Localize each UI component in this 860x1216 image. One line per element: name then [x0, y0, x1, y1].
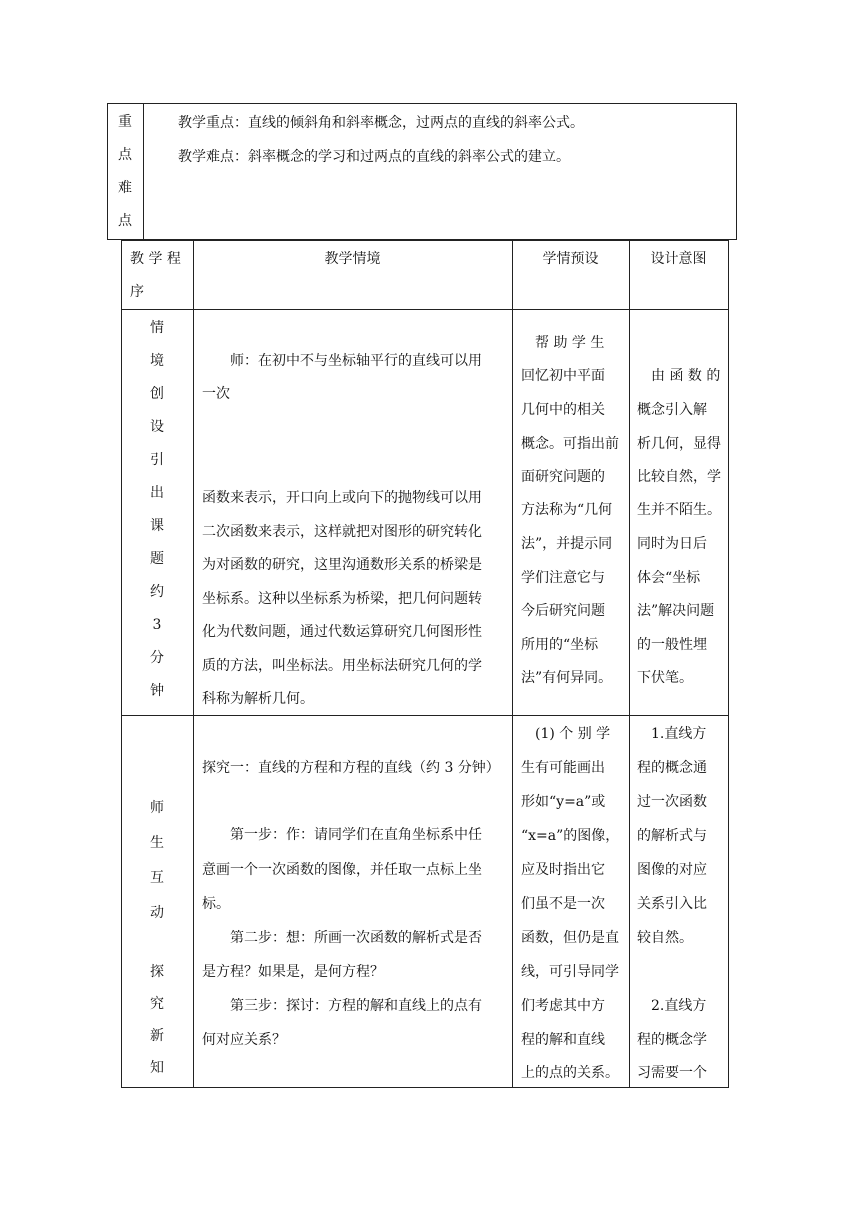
stage-char: 钟	[150, 683, 164, 699]
side-char: 难	[118, 180, 132, 196]
preset-line: 学们注意它与	[521, 570, 605, 586]
preset-line: 们考虑其中方	[521, 998, 605, 1014]
stage-char: 题	[150, 551, 164, 567]
intent-line: 图像的对应	[637, 862, 707, 878]
header-preset: 学情预设	[542, 251, 599, 267]
preset-line: 法”有何异同。	[521, 670, 613, 686]
preset-line: 函数，但仍是直	[521, 930, 619, 946]
stage-char: 课	[150, 518, 164, 534]
header-program-line2: 序	[130, 284, 144, 300]
intent-line: 法”解决问题	[637, 603, 715, 619]
content-line: 一次	[202, 386, 230, 402]
preset-line: 所用的“坐标	[521, 637, 599, 653]
stage-char: 互	[150, 870, 164, 886]
intent-line: 生并不陌生。	[637, 502, 721, 518]
preset-line: 面研究问题的	[521, 469, 605, 485]
intent-line: 关系引入比	[637, 896, 707, 912]
stage-char: 生	[150, 835, 164, 851]
preset-line: 几何中的相关	[521, 402, 605, 418]
side-char: 点	[118, 213, 132, 229]
stage-char: 出	[150, 485, 164, 501]
difficulty-text: 教学难点：斜率概念的学习和过两点的直线的斜率公式的建立。	[178, 149, 570, 165]
row2-stage-bottom	[141, 962, 173, 1090]
stage-char: 探	[150, 964, 164, 980]
intent-line: 程的概念通	[637, 760, 707, 776]
intent-line: 程的概念学	[637, 1032, 707, 1048]
side-char: 点	[118, 147, 132, 163]
stage-char: 动	[150, 905, 164, 921]
preset-line: 上的点的关系。	[521, 1065, 619, 1081]
preset-line: 概念。可指出前	[521, 436, 619, 452]
intent-line: 习需要一个	[637, 1065, 707, 1081]
preset-line: 应及时指出它	[521, 862, 605, 878]
row2-stage-top	[141, 798, 173, 938]
intent-line: 过一次函数	[637, 794, 707, 810]
content-line: 为对函数的研究，这里沟通数形关系的桥梁是	[202, 557, 482, 573]
intent-line: 体会“坐标	[637, 570, 701, 586]
preset-line: (1) 个 别 学	[521, 726, 611, 742]
content-line: 意画一个一次函数的图像，并任取一点标上坐	[202, 862, 482, 878]
stage-char: 引	[150, 452, 164, 468]
content-line: 第二步：想：所画一次函数的解析式是否	[202, 930, 482, 946]
content-line: 是方程？如果是，是何方程？	[202, 964, 384, 980]
intent-line: 比较自然，学	[637, 469, 721, 485]
stage-char: 新	[150, 1028, 164, 1044]
preset-line: 帮 助 学 生	[521, 335, 605, 351]
content-line: 质的方法，叫坐标法。用坐标法研究几何的学	[202, 658, 482, 674]
preset-line: 回忆初中平面	[521, 368, 605, 384]
preset-line: 生有可能画出	[521, 760, 605, 776]
content-line: 探究一：直线的方程和方程的直线（约 3 分钟）	[202, 760, 500, 776]
header-intent: 设计意图	[650, 251, 707, 267]
intent-line: 的一般性埋	[637, 637, 707, 653]
intent-line: 的解析式与	[637, 828, 707, 844]
stage-char: 设	[150, 419, 164, 435]
intent-line: 1.直线方	[637, 726, 707, 742]
row1-stage	[141, 318, 173, 714]
stage-char: 究	[150, 996, 164, 1012]
preset-line: 今后研究问题	[521, 603, 605, 619]
stage-char: 创	[150, 386, 164, 402]
header-program-line1: 教 学 程	[130, 251, 181, 267]
preset-line: “x=a”的图像，	[521, 828, 620, 844]
intent-line: 同时为日后	[637, 536, 707, 552]
stage-char: 3	[152, 617, 162, 633]
stage-char: 约	[150, 584, 164, 600]
content-line: 师：在初中不与坐标轴平行的直线可以用	[202, 353, 482, 369]
content-line: 化为代数问题，通过代数运算研究几何图形性	[202, 624, 482, 640]
content-line: 第三步：探讨：方程的解和直线上的点有	[202, 998, 482, 1014]
preset-line: 程的解和直线	[521, 1032, 605, 1048]
stage-char: 师	[150, 800, 164, 816]
preset-line: 们虽不是一次	[521, 896, 605, 912]
preset-line: 法”，并提示同	[521, 536, 613, 552]
preset-line: 方法称为“几何	[521, 502, 613, 518]
content-line: 二次函数来表示，这样就把对图形的研究转化	[202, 524, 482, 540]
stage-char: 知	[150, 1060, 164, 1076]
intent-line: 概念引入解	[637, 402, 707, 418]
content-line: 第一步：作：请同学们在直角坐标系中任	[202, 827, 482, 843]
content-line: 何对应关系？	[202, 1032, 286, 1048]
content-line: 函数来表示，开口向上或向下的抛物线可以用	[202, 490, 482, 506]
content-line: 标。	[202, 896, 230, 912]
content-line: 科称为解析几何。	[202, 691, 314, 707]
stage-char: 分	[150, 650, 164, 666]
stage-char: 境	[150, 353, 164, 369]
preset-line: 线，可引导同学	[521, 964, 619, 980]
intent-line: 下伏笔。	[637, 670, 693, 686]
intent-line: 由 函 数 的	[637, 368, 721, 384]
preset-line: 形如“y=a”或	[521, 794, 606, 810]
intent-line: 较自然。	[637, 930, 693, 946]
key-point-text: 教学重点：直线的倾斜角和斜率概念，过两点的直线的斜率公式。	[178, 115, 584, 131]
side-char: 重	[118, 114, 132, 130]
intent-line: 2.直线方	[637, 998, 707, 1014]
key-points-side-label	[110, 112, 140, 244]
content-line: 坐标系。这种以坐标系为桥梁，把几何问题转	[202, 591, 482, 607]
stage-char: 情	[150, 320, 164, 336]
header-situation: 教学情境	[324, 251, 381, 267]
intent-line: 析几何，显得	[637, 436, 721, 452]
